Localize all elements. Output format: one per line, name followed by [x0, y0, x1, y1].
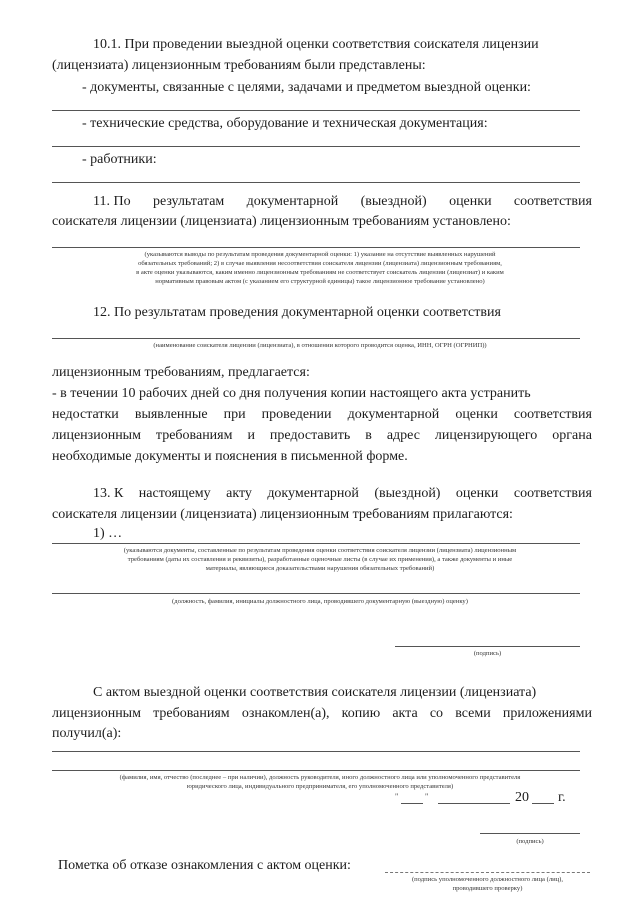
date-day-line: [401, 803, 423, 804]
s13-item: 1) …: [93, 526, 123, 541]
fill-line: [52, 247, 580, 248]
date-quote-close: ": [425, 792, 429, 801]
word: всеми: [455, 706, 491, 721]
s11-note: нормативным правовым актом (с указанием его структурной единицы) такое лицензионное требование установлено): [155, 278, 485, 285]
word: (выездной): [360, 194, 427, 209]
word: соответствия: [513, 407, 592, 422]
date-year-suffix: г.: [558, 790, 566, 805]
signature-label: (подпись): [473, 650, 502, 657]
word: 13. К: [93, 486, 124, 501]
word: органа: [552, 428, 592, 443]
word: акту: [226, 486, 252, 501]
word: (выездной): [374, 486, 441, 501]
s11-note: в акте оценки указываются, каким именно лицензионным требованиям не соответствует соискатель лицензии (лицензиат) и каким: [136, 269, 504, 276]
word: выявленные: [134, 407, 208, 422]
s12-note: (наименование соискателя лицензии (лицензиата), в отношении которого проводится оценка, ИНН, ОГРН (ОГРНИП)): [153, 342, 487, 349]
s11-line2: соискателя лицензии (лицензиата) лицензионным требованиям установлено:: [52, 214, 511, 229]
word: копию: [341, 706, 381, 721]
word: недостатки: [52, 407, 119, 422]
s12-paragraph: необходимые документы и пояснения в письменной форме.: [52, 449, 408, 464]
s11-note: (указываются выводы по результатам проведения документарной оценки: 1) указание на отсутствие выявленных нарушений: [144, 251, 496, 258]
word: 11. По: [93, 194, 131, 209]
word: настоящему: [138, 486, 211, 501]
word: документарной: [347, 407, 440, 422]
signature-label: (подпись): [516, 838, 544, 845]
s11-note: обязательных требований; 2) в случае выявления несоответствия соискателя лицензии (лицензиата) лицензионным требованиям,: [138, 260, 502, 267]
s11-line1: [93, 194, 592, 210]
word: со: [429, 706, 444, 721]
refusal-note: (подпись уполномоченного должностного лица (лиц),: [411, 876, 564, 883]
s13-line2: соискателя лицензии (лицензиата) лицензионным требованиям прилагаются:: [52, 507, 513, 522]
s13-line1: [93, 486, 592, 502]
ack-line2: [52, 706, 592, 722]
word: результатам: [152, 194, 225, 209]
fill-line: [52, 182, 580, 183]
s12-paragraph: [52, 428, 592, 444]
word: оценки: [455, 486, 499, 501]
date-quote-open: ": [395, 792, 399, 801]
word: оценки: [449, 194, 492, 209]
s13-note: (указываются документы, составленные по результатам проведения оценки соответствия соискателя лицензии (лицензиата) лицензионным: [123, 547, 517, 554]
date-year-prefix: 20: [515, 790, 529, 805]
word: в: [365, 428, 372, 443]
word: адрес: [386, 428, 420, 443]
s10-docs-item: - документы, связанные с целями, задачами и предметом выездной оценки:: [82, 80, 531, 95]
s12-line2: лицензионным требованиям, предлагается:: [52, 365, 310, 380]
fill-line: [52, 110, 580, 111]
ack-note: юридического лица, индивидуального предпринимателя, его уполномоченного представителя): [186, 783, 454, 790]
s12-paragraph: - в течении 10 рабочих дней со дня получения копии настоящего акта устранить: [52, 386, 531, 401]
fill-line: [52, 146, 580, 147]
ack-note: (фамилия, имя, отчество (последнее – при наличии), должность руководителя, иного должностного лица или уполномоченного представителя: [119, 774, 521, 781]
date-month-line: [438, 803, 510, 804]
fill-line: [52, 593, 580, 594]
fill-line: [52, 338, 580, 339]
word: оценки: [455, 407, 498, 422]
refusal-label: Пометка об отказе ознакомления с актом оценки:: [58, 858, 351, 873]
s12-line1: 12. По результатам проведения документарной оценки соответствия: [93, 305, 501, 320]
word: и: [247, 428, 255, 443]
s10-tech-item: - технические средства, оборудование и техническая документация:: [82, 116, 488, 131]
signature-line: [480, 833, 580, 834]
fill-line: [52, 770, 580, 771]
s13-note: требованиям (даты их составления и реквизиты), разработанные оценочные листы (в случае их применения), а также документы и иные: [127, 556, 513, 563]
word: при: [223, 407, 246, 422]
official-note: (должность, фамилия, инициалы должностного лица, проводившего документарную (выездную) оценку): [172, 598, 468, 605]
word: документарной: [246, 194, 339, 209]
word: лицензионным: [52, 428, 141, 443]
s10-workers-item: - работники:: [82, 152, 157, 167]
word: ознакомлен(а),: [241, 706, 330, 721]
word: акта: [392, 706, 418, 721]
word: требованиям: [153, 706, 230, 721]
fill-line: [52, 543, 580, 544]
word: документарной: [267, 486, 359, 501]
refusal-line: [385, 872, 590, 873]
refusal-note: проводившего проверку): [452, 885, 523, 892]
date-year-line: [532, 803, 554, 804]
s10-line1: 10.1. При проведении выездной оценки соответствия соискателя лицензии: [93, 37, 539, 52]
fill-line: [52, 751, 580, 752]
word: лицензионным: [52, 706, 141, 721]
word: предоставить: [269, 428, 351, 443]
s10-line2: (лицензиата) лицензионным требованиям были представлены:: [52, 58, 426, 73]
s13-note: материалы, являющиеся доказательствами нарушения обязательных требований): [205, 565, 435, 572]
ack-line3: получил(а):: [52, 726, 122, 741]
word: приложениями: [502, 706, 592, 721]
s12-paragraph: [52, 407, 592, 423]
word: лицензирующего: [434, 428, 538, 443]
signature-line: [395, 646, 580, 647]
word: соответствия: [513, 194, 592, 209]
ack-line1: С актом выездной оценки соответствия соискателя лицензии (лицензиата): [93, 685, 537, 700]
word: проведении: [261, 407, 332, 422]
word: соответствия: [513, 486, 592, 501]
word: требованиям: [155, 428, 233, 443]
